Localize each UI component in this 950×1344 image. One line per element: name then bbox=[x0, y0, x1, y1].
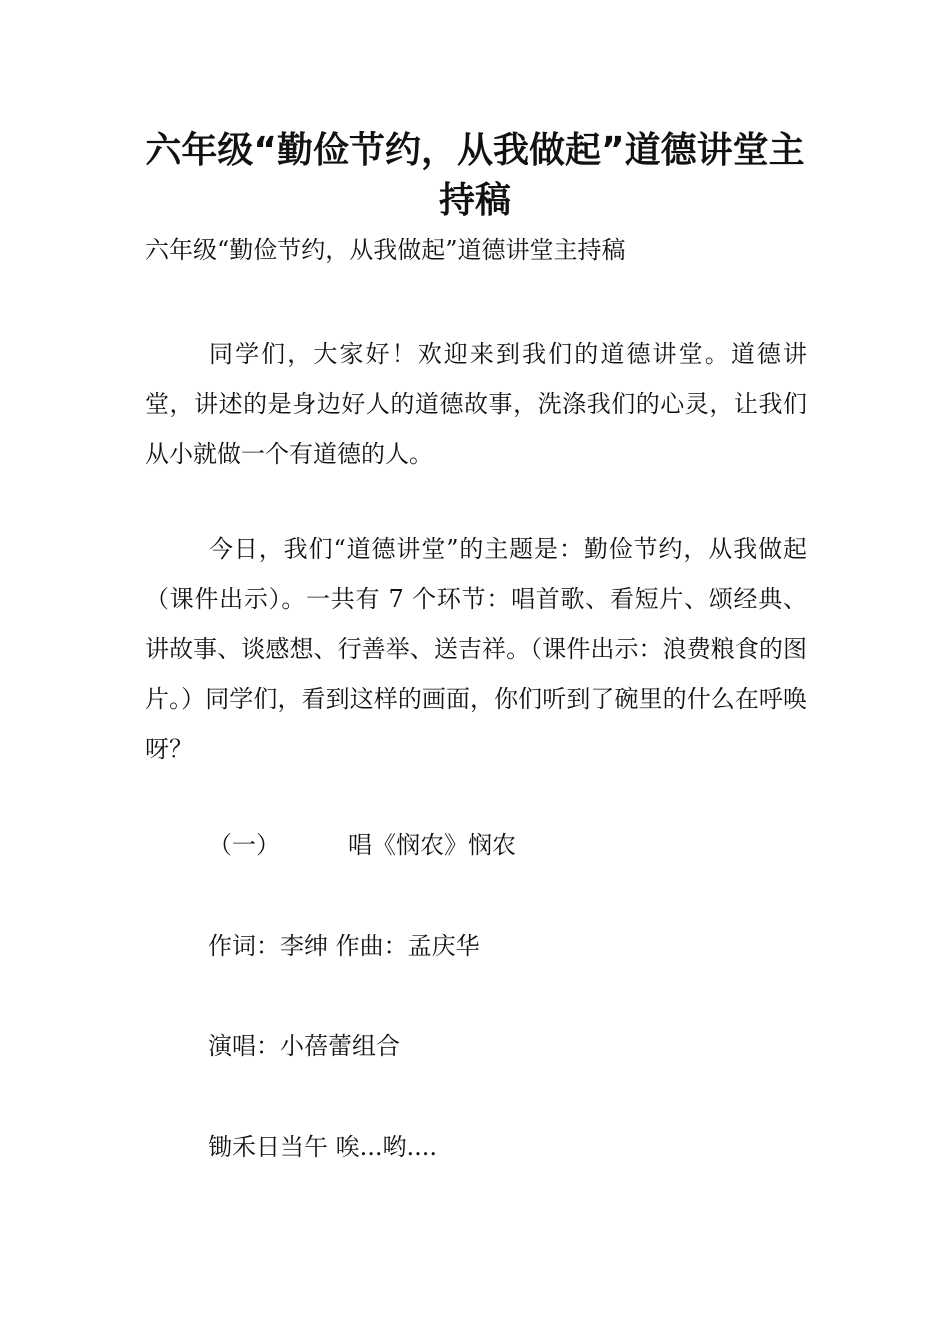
document-title: 六年级“勤俭节约，从我做起”道德讲堂主持稿 bbox=[145, 130, 805, 221]
document-subtitle: 六年级“勤俭节约，从我做起”道德讲堂主持稿 bbox=[145, 236, 626, 264]
section-heading bbox=[208, 829, 516, 861]
section-number: （一） bbox=[208, 831, 280, 859]
paragraph-theme: 今日，我们“道德讲堂”的主题是：勤俭节约，从我做起（课件出示）。一共有 7 个环节：唱首歌、看短片、颂经典、讲故事、谈感想、行善举、送吉祥。（课件出示：浪费粮食的图片。）同学们，看到这样的画面，你们听到了碗里的什么在呼唤呀？ bbox=[145, 535, 807, 763]
paragraph-greeting: 同学们，大家好！欢迎来到我们的道德讲堂。道德讲堂，讲述的是身边好人的道德故事，洗涤我们的心灵，让我们从小就做一个有道德的人。 bbox=[145, 340, 807, 468]
song-credits-singer: 演唱：小蓓蕾组合 bbox=[208, 1032, 400, 1060]
lyric-line: 锄禾日当午 唉...哟.... bbox=[208, 1133, 438, 1161]
section-title: 唱《悯农》悯农 bbox=[348, 831, 516, 859]
song-credits-author: 作词：李绅 作曲：孟庆华 bbox=[208, 932, 480, 960]
